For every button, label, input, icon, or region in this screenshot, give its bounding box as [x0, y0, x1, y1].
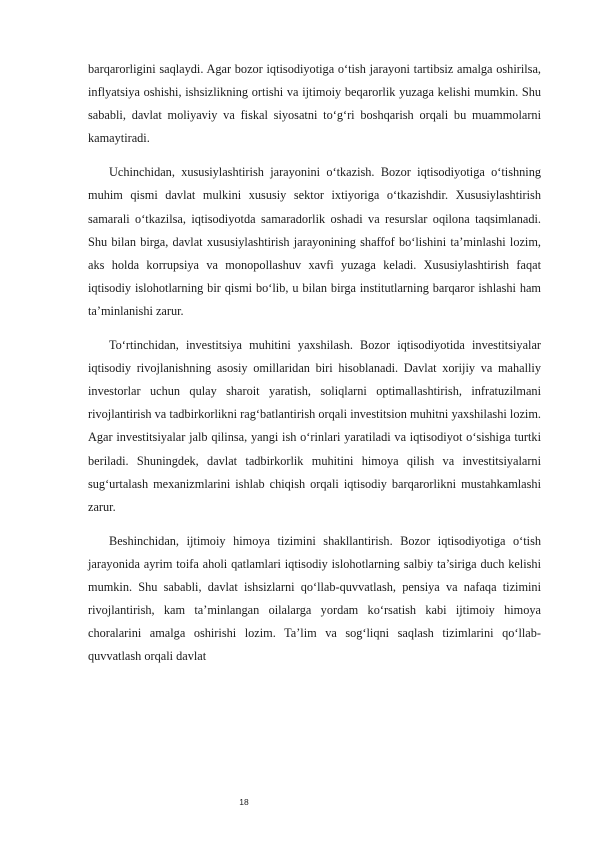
paragraph-continuation: barqarorligini saqlaydi. Agar bozor iqtisodiyotiga oʻtish jarayoni tartibsiz amalga oshirilsa, inflyatsiya oshishi, ishsizlikning ortishi va ijtimoiy beqarorlik yuzaga kelishi mumkin. Shu sababli, davlat moliyaviy va fiskal siyosatni toʻgʻri boshqarish orqali bu muammolarni kamaytiradi.	[88, 62, 541, 146]
paragraph-privatization: Uchinchidan, xususiylashtirish jarayonini oʻtkazish. Bozor iqtisodiyotiga oʻtishning muhim qismi davlat mulkini xususiy sektor ixtiyoriga oʻtkazishdir. Xususiylashtirish samarali oʻtkazilsa, iqtisodiyotda samaradorlik oshadi va resurslar oqilona taqsimlanadi. Shu bilan birga, davlat xususiylashtirish jarayonining shaffof boʻlishini ta’minlashi lozim, aks holda korrupsiya va monopollashuv xavfi yuzaga keladi. Xususiylashtirish faqat iqtisodiy islohotlarning bir qismi boʻlib, u bilan birga institutlarning barqaror ishlashi ham ta’minlanishi zarur.	[88, 165, 541, 318]
paragraph-social-protection: Beshinchidan, ijtimoiy himoya tizimini shakllantirish. Bozor iqtisodiyotiga oʻtish jarayonida ayrim toifa aholi qatlamlari iqtisodiy islohotlarning salbiy ta’siriga duch kelishi mumkin. Shu sababli, davlat ishsizlarni qoʻllab-quvvatlash, pensiya va nafaqa tizimini rivojlantirish, kam ta’minlangan oilalarga yordam koʻrsatish kabi ijtimoiy himoya choralarini amalga oshirishi lozim. Ta’lim va sogʻliqni saqlash tizimlarini qoʻllab-quvvatlash orqali davlat	[88, 533, 541, 664]
page-number: 18	[239, 797, 249, 807]
paragraph-investment: Toʻrtinchidan, investitsiya muhitini yaxshilash. Bozor iqtisodiyotida investitsiyalar iqtisodiy rivojlanishning asosiy omillaridan biri hisoblanadi. Davlat xorijiy va mahalliy investorlar uchun qulay sharoit yaratish, soliqlarni optimallashtirish, infratuzilmani rivojlantirish va tadbirkorlikni ragʻbatlantirish orqali investitsion muhitni yaxshilashi lozim. Agar investitsiyalar jalb qilinsa, yangi ish oʻrinlari yaratiladi va iqtisodiyot oʻsishiga turtki beriladi. Shuningdek, davlat tadbirkorlik muhitini himoya qilish va investitsiyalarni sugʻurtalash mexanizmlarini ishlab chiqish orqali iqtisodiy barqarorlikni mustahkamlashi zarur.	[88, 338, 541, 514]
document-page	[88, 58, 541, 668]
